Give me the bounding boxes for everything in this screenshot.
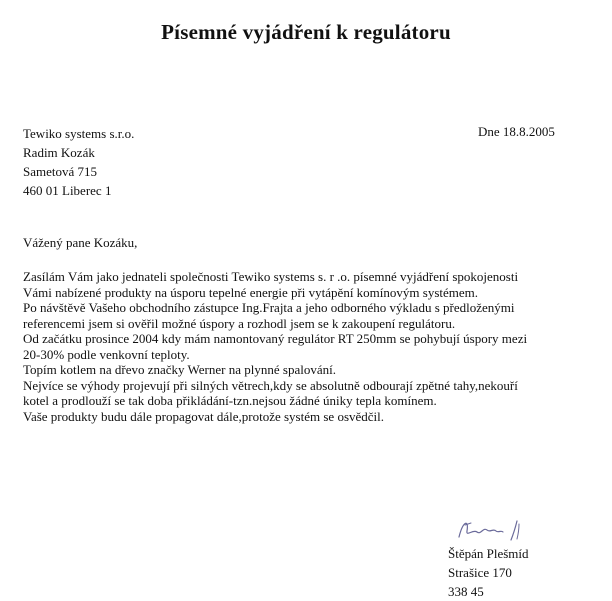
- letter-title: Písemné vyjádření k regulátoru: [161, 20, 451, 44]
- recipient-company: Tewiko systems s.r.o.: [23, 126, 135, 141]
- handwritten-signature: [455, 515, 545, 543]
- signer-name: Štěpán Plešmíd: [448, 546, 529, 561]
- letter-date: Dne 18.8.2005: [478, 124, 555, 139]
- signer-block: [448, 544, 529, 601]
- recipient-address: [23, 124, 134, 200]
- body-line: Topím kotlem na dřevo značky Werner na plynné spalování.: [23, 362, 336, 377]
- body-line: Vámi nabízené produkty na úsporu tepelné energie při vytápění komínovým systémem.: [23, 284, 479, 300]
- body-line: 20-30% podle venkovní teploty.: [23, 346, 190, 362]
- body-line: kotel a prodlouží se tak doba přikládání-tzn.nejsou žádné úniky tepla komínem.: [23, 393, 437, 408]
- body-line: Nejvíce se výhody projevují při silných větrech,kdy se absolutně odbourají zpětné tahy,nekouří: [23, 377, 518, 393]
- salutation: Vážený pane Kozáku,: [23, 235, 138, 250]
- body-line: referencemi jsem si ověřil možné úspory a rozhodl jsem se k zakoupení regulátoru.: [23, 315, 456, 331]
- recipient-name: Radim Kozák: [23, 145, 95, 160]
- body-line: Po návštěvě Vašeho obchodního zástupce Ing.Frajta a jeho odborného výkladu s předloženými: [23, 300, 515, 315]
- recipient-street: Sametová 715: [23, 164, 98, 179]
- signer-postal: 338 45: [448, 584, 484, 599]
- letter-body: [23, 269, 603, 424]
- body-line: Vaše produkty budu dále propagovat dále,protože systém se osvědčil.: [23, 408, 385, 424]
- body-line: Od začátku prosince 2004 kdy mám namontovaný regulátor RT 250mm se pohybují úspory mezi: [23, 331, 528, 346]
- body-line: Zasílám Vám jako jednateli společnosti Tewiko systems s. r .o. písemné vyjádření spokojenosti: [23, 269, 519, 284]
- recipient-city: 460 01 Liberec 1: [23, 183, 112, 198]
- signer-street: Strašice 170: [448, 565, 512, 580]
